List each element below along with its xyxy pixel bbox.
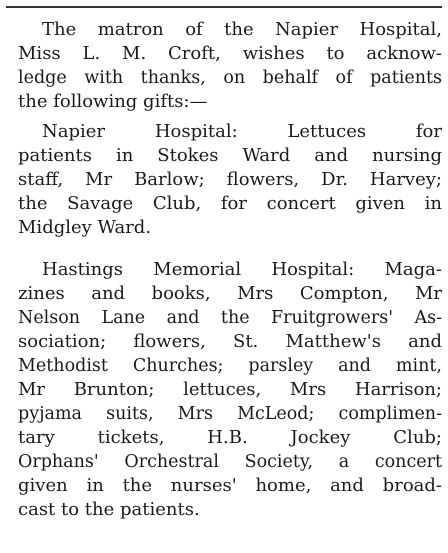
text-line: cast to the patients. bbox=[18, 499, 200, 520]
text-line: patients in Stokes Ward and nursing bbox=[18, 145, 442, 166]
text-line: Mr Brunton; lettuces, Mrs Harrison; bbox=[18, 379, 442, 400]
text-line: Midgley Ward. bbox=[18, 217, 152, 238]
text-line: given in the nurses' home, and broad- bbox=[18, 475, 442, 496]
text-line: Napier Hospital: Lettuces for bbox=[42, 121, 442, 142]
text-line: zines and books, Mrs Compton, Mr bbox=[18, 283, 442, 304]
text-line: ledge with thanks, on behalf of patients bbox=[18, 68, 442, 88]
paragraph-napier-hospital bbox=[18, 120, 442, 240]
text-line: the following gifts:— bbox=[18, 91, 208, 112]
text-line: Orphans' Orchestral Society, a concert bbox=[18, 452, 442, 472]
paragraph-acknowledgement bbox=[18, 18, 442, 114]
text-line: pyjama suits, Mrs McLeod; complimen- bbox=[18, 404, 442, 424]
text-line: Nelson Lane and the Fruitgrowers' As- bbox=[18, 308, 442, 328]
text-line: Hastings Memorial Hospital: Maga- bbox=[42, 259, 442, 280]
text-line: The matron of the Napier Hospital, bbox=[42, 19, 442, 40]
text-line: Methodist Churches; parsley and mint, bbox=[18, 356, 442, 376]
text-line: staff, Mr Barlow; flowers, Dr. Harvey; bbox=[18, 169, 442, 190]
newspaper-clipping bbox=[6, 0, 442, 553]
paragraph-hastings-hospital bbox=[18, 258, 442, 522]
text-line: Miss L. M. Croft, wishes to acknow- bbox=[18, 43, 442, 64]
text-line: tary tickets, H.B. Jockey Club; bbox=[18, 427, 442, 448]
text-line: the Savage Club, for concert given in bbox=[18, 193, 442, 214]
text-line: sociation; flowers, St. Matthew's and bbox=[18, 331, 442, 352]
column-rule bbox=[6, 6, 442, 8]
